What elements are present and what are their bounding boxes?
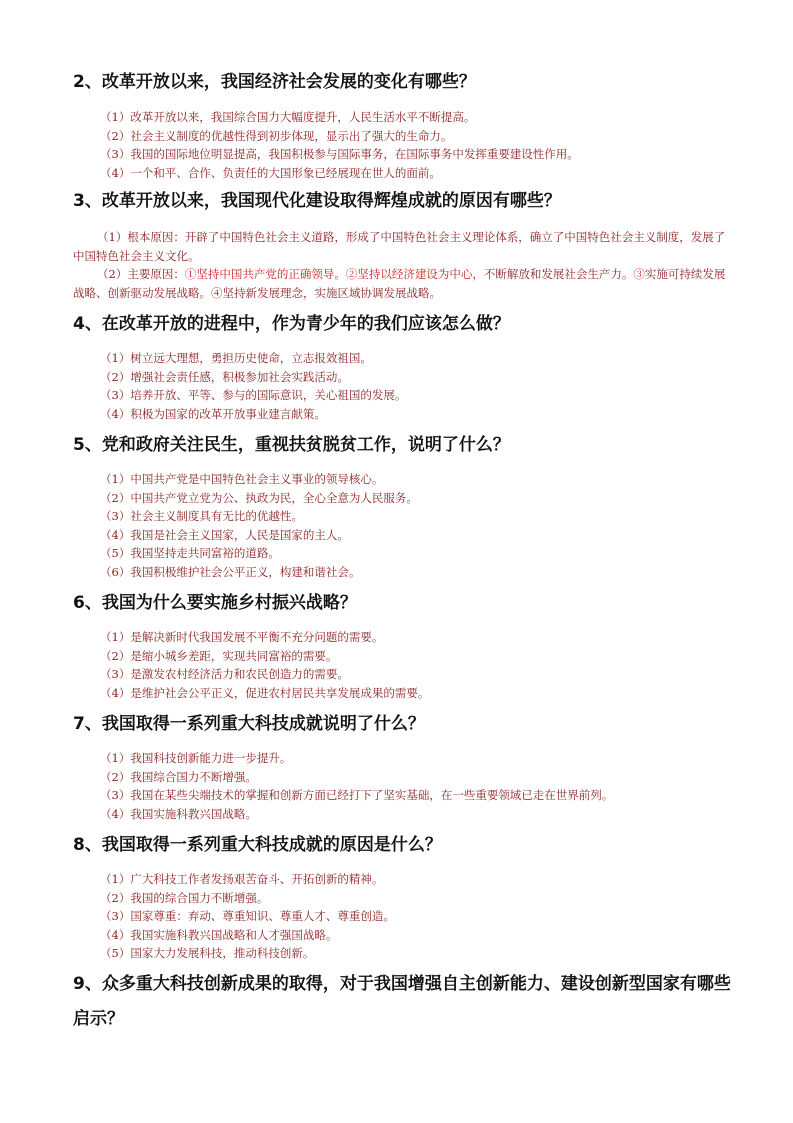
answer-item: （1）中国共产党是中国特色社会主义事业的领导核心。: [100, 472, 384, 486]
answer-item: （4）我国是社会主义国家，人民是国家的主人。: [100, 527, 349, 542]
answer-item: （3）是激发农村经济活力和农民创造力的需要。: [100, 667, 349, 682]
answer-item: （4）是维护社会公平正义，促进农村居民共享发展成果的需要。: [100, 685, 430, 700]
answer-item: （4）一个和平、合作、负责任的大国形象已经展现在世人的面前。: [100, 165, 441, 180]
answer-item: （3）社会主义制度具有无比的优越性。: [100, 509, 303, 524]
answer-item: （1）广大科技工作者发扬艰苦奋斗、开拓创新的精神。: [100, 872, 384, 886]
question-heading-6: 6、我国为什么要实施乡村振兴战略？: [73, 593, 357, 613]
answer-list-6: [100, 628, 429, 702]
question-heading-7: 7、我国取得一系列重大科技成就说明了什么？: [73, 714, 425, 734]
answer-paragraph-root-cause: （1）根本原因：开辟了中国特色社会主义道路，形成了中国特色社会主义理论体系，确立了中国特色社会主义制度，发展了中国特色社会主义文化。: [73, 230, 726, 263]
question-heading-5: 5、党和政府关注民生，重视扶贫脱贫工作，说明了什么？: [73, 435, 510, 455]
answer-item: （2）中国共产党立党为公、执政为民，全心全意为人民服务。: [100, 490, 418, 505]
highlighted-points: ①坚持中国共产党的正确领导。②坚持以经济建设为中心，: [184, 267, 484, 281]
answer-item: （4）我国实施科教兴国战略。: [100, 806, 257, 821]
answer-list-4: [100, 349, 406, 423]
answer-paragraph-main-causes: [73, 265, 735, 302]
answer-item: （2）社会主义制度的优越性得到初步体现，显示出了强大的生命力。: [100, 128, 453, 143]
answer-item: （5）我国坚持走共同富裕的道路。: [100, 546, 280, 561]
answer-item: （2）我国的综合国力不断增强。: [100, 890, 269, 905]
highlighted-points: ③: [633, 267, 645, 281]
answer-item: （6）我国积极维护社会公平正义，构建和谐社会。: [100, 564, 361, 579]
answer-item: （5）国家大力发展科技，推动科技创新。: [100, 946, 315, 961]
answer-item: （4）我国实施科教兴国战略和人才强国战略。: [100, 927, 338, 942]
question-heading-8: 8、我国取得一系列重大科技成就的原因是什么？: [73, 835, 442, 855]
answer-item: （2）是缩小城乡差距，实现共同富裕的需要。: [100, 648, 338, 663]
answer-item: （2）我国综合国力不断增强。: [100, 769, 257, 784]
answer-item: （1）我国科技创新能力进一步提升。: [100, 751, 292, 765]
answer-list-8: [100, 870, 395, 963]
answer-list-2: [100, 108, 579, 182]
question-heading-4: 4、在改革开放的进程中，作为青少年的我们应该怎么做？: [73, 314, 510, 334]
answer-list-7: [100, 749, 613, 823]
answer-lead: （2）主要原因：: [97, 267, 185, 281]
question-heading-2: 2、改革开放以来，我国经济社会发展的变化有哪些？: [73, 72, 476, 92]
answer-item: （3）国家尊重：弃动、尊重知识、尊重人才、尊重创造。: [100, 909, 395, 924]
answer-item: （3）我国在某些尖端技术的掌握和创新方面已经打下了坚实基础，在一些重要领域已走在世界前列。: [100, 788, 614, 803]
answer-item: （3）我国的国际地位明显提高，我国积极参与国际事务，在国际事务中发挥重要建设性作用。: [100, 147, 579, 162]
answer-item: （2）增强社会责任感，积极参加社会实践活动。: [100, 369, 349, 384]
answer-item: （1）是解决新时代我国发展不平衡不充分问题的需要。: [100, 630, 384, 644]
question-heading-3: 3、改革开放以来，我国现代化建设取得辉煌成就的原因有哪些？: [73, 191, 561, 211]
answer-item: （4）积极为国家的改革开放事业建言献策。: [100, 406, 326, 421]
answer-text: 实施可持续发展战略、创新驱动发展战略。④坚持新发展理念，实施区域协调发展战略。: [73, 267, 726, 300]
answer-item: （1）改革开放以来，我国综合国力大幅度提升，人民生活水平不断提高。: [100, 110, 476, 124]
answer-list-5: [100, 470, 418, 582]
question-heading-9: 9、众多重大科技创新成果的取得，对于我国增强自主创新能力、建设创新型国家有哪些启示？: [73, 974, 731, 1029]
answer-item: （3）培养开放、平等、参与的国际意识，关心祖国的发展。: [100, 388, 407, 403]
answer-item: （1）树立远大理想，勇担历史使命，立志报效祖国。: [100, 351, 372, 365]
answer-text: 不断解放和发展社会生产力。: [483, 267, 634, 281]
